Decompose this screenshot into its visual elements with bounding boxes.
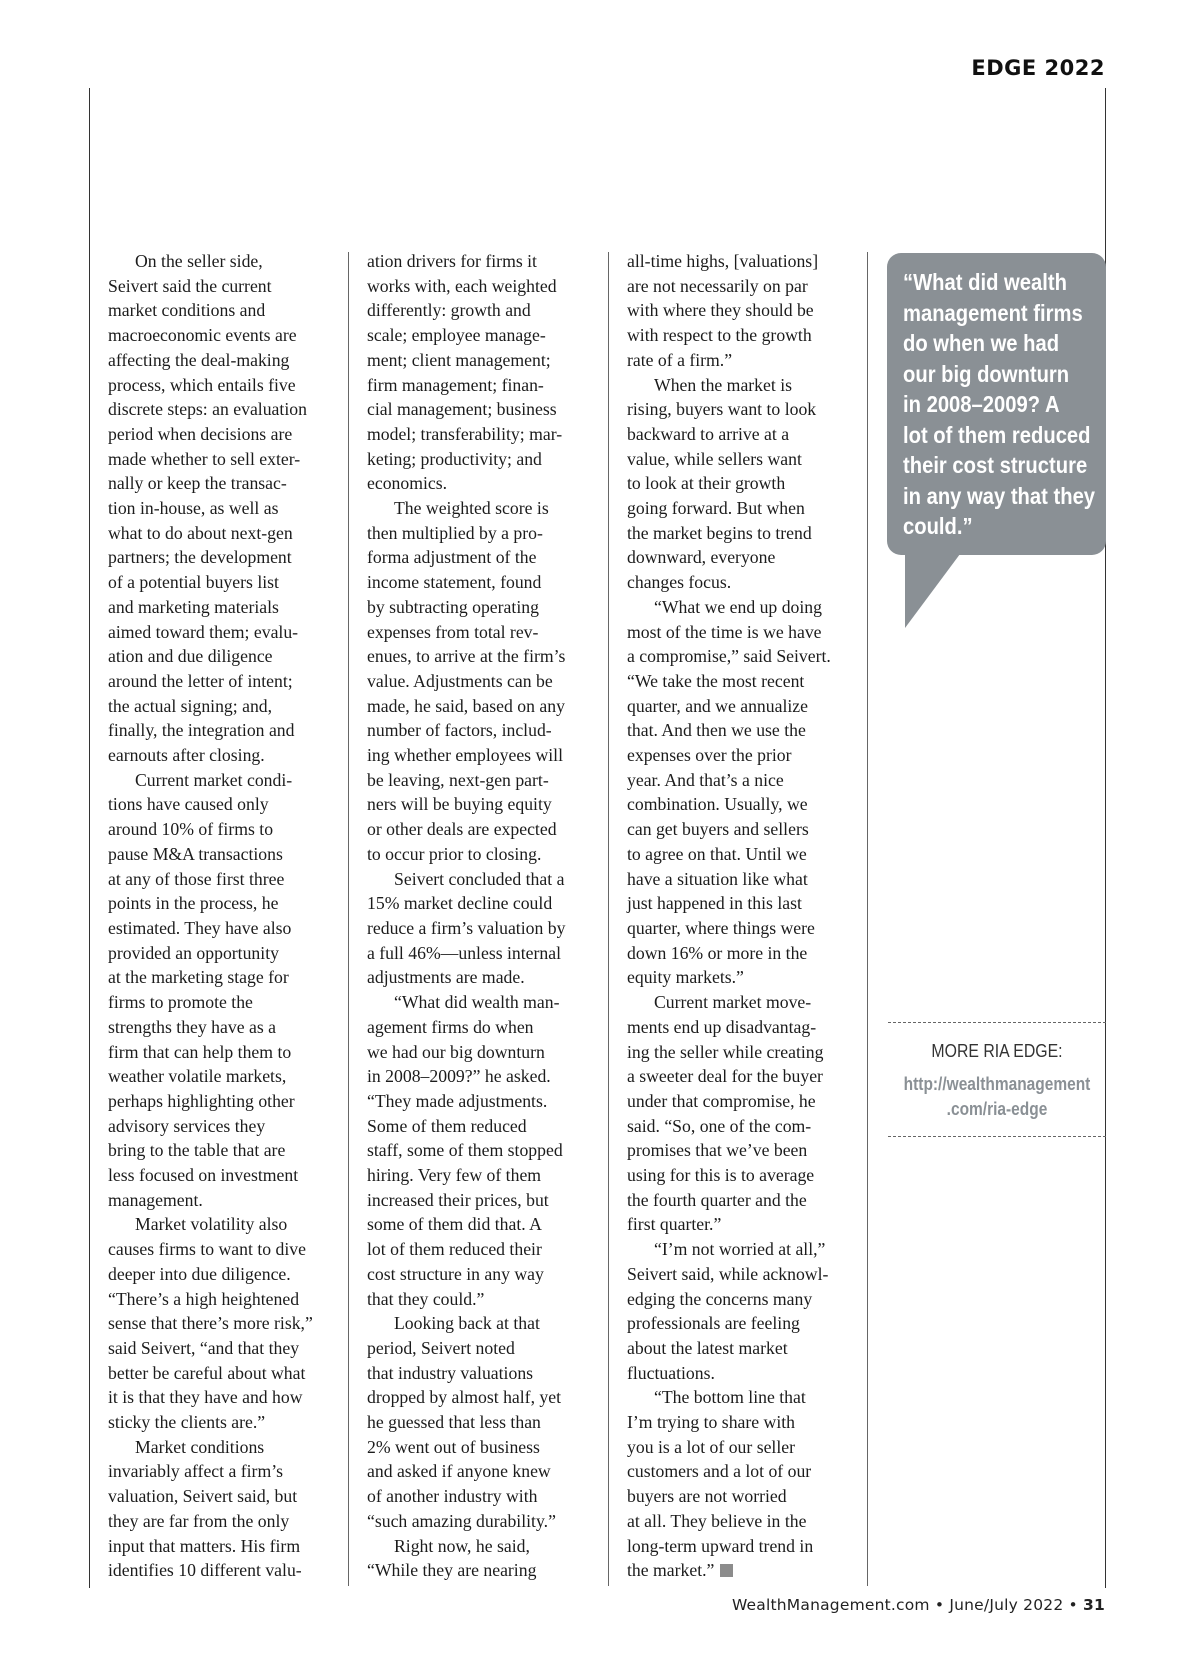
text-line: “They made adjustments. [367,1090,548,1111]
text-line: discrete steps: an evaluation [108,399,307,420]
text-line: that industry valuations [367,1362,534,1383]
left-margin-rule [89,88,90,1588]
text-line: tion in-house, as well as [108,498,279,519]
text-line: Seivert concluded that a [394,868,565,889]
text-line: On the seller side, [135,251,263,271]
text-line: and marketing materials [108,596,279,617]
pull-quote-line: could.” [903,513,973,539]
text-line: most of the time is we have [627,621,822,642]
section-label: EDGE 2022 [971,56,1105,80]
text-line: 15% market decline could [367,893,553,914]
footer-site: WealthManagement.com [731,1596,930,1614]
text-line: causes firms to want to dive [108,1239,306,1260]
text-line: a sweeter deal for the buyer [627,1066,823,1087]
dashed-divider [888,1022,1106,1023]
text-line: Seivert said the current [108,275,272,296]
text-line: better be careful about what [108,1362,306,1383]
ria-edge-link-line: .com/ria-edge [946,1099,1048,1119]
text-line: scale; employee manage- [367,325,546,346]
paragraph [367,1534,581,1583]
footer-issue: June/July 2022 [949,1596,1064,1614]
paragraph [627,1385,841,1583]
dashed-divider [888,1136,1106,1137]
text-line: said Seivert, “and that they [108,1337,300,1358]
text-line: with where they should be [627,300,814,321]
text-line: When the market is [654,374,793,395]
text-line: lot of them reduced their [367,1239,542,1260]
text-line: deeper into due diligence. [108,1263,291,1284]
text-line: identifies 10 different valu- [108,1560,302,1581]
text-line: Some of them reduced [367,1115,527,1136]
text-line: quarter, and we annualize [627,695,808,716]
pull-quote-line: in any way that they [903,482,1096,509]
text-line: at the marketing stage for [108,967,289,988]
text-line: ation drivers for firms it [367,251,537,271]
text-line: finally, the integration and [108,720,295,741]
text-line: “There’s a high heightened [108,1288,300,1309]
text-line: firms to promote the [108,992,253,1013]
column-divider [608,252,609,1586]
ria-edge-link[interactable] [903,1072,1090,1122]
text-line: combination. Usually, we [627,794,808,815]
text-line: value, while sellers want [627,448,802,469]
text-line: rising, buyers want to look [627,399,817,420]
text-line: cial management; business [367,399,557,420]
text-line: using for this is to average [627,1165,815,1186]
text-line: period, Seivert noted [367,1337,515,1358]
text-line: and asked if anyone knew [367,1461,551,1482]
text-line: some of them did that. A [367,1214,542,1235]
ria-edge-link-line: http://wealthmanagement [903,1074,1091,1094]
text-line: the actual signing; and, [108,695,273,716]
text-line: that they could.” [367,1288,485,1309]
text-line: forma adjustment of the [367,547,537,568]
footer-separator: • [1068,1596,1078,1614]
text-line: buyers are not worried [627,1486,787,1507]
text-line: management. [108,1189,203,1210]
text-line: process, which entails five [108,374,296,395]
text-line: be leaving, next-gen part- [367,769,549,790]
text-line: differently: growth and [367,300,531,321]
pull-quote [887,253,1106,555]
text-line: under that compromise, he [627,1090,816,1111]
paragraph [108,249,322,768]
pull-quote-line: our big downturn [903,360,1070,387]
text-line: a full 46%—unless internal [367,942,562,963]
text-line: professionals are feeling [627,1313,800,1334]
text-line: firm management; finan- [367,374,544,395]
text-line: at any of those first three [108,868,285,889]
text-line: at all. They believe in the [627,1510,807,1531]
text-line: “I’m not worried at all,” [654,1239,826,1260]
paragraph [627,249,841,373]
pull-quote-line: their cost structure [903,452,1088,478]
text-line: “such amazing durability.” [367,1510,556,1531]
page-number: 31 [1083,1596,1105,1614]
text-line: value. Adjustments can be [367,670,553,691]
text-line: with respect to the growth [627,325,812,346]
text-line: by subtracting operating [367,596,539,617]
text-line: just happened in this last [627,893,802,914]
text-line: the fourth quarter and the [627,1189,807,1210]
text-line: ing whether employees will [367,745,563,766]
text-line: weather volatile markets, [108,1066,287,1087]
text-line: customers and a lot of our [627,1461,812,1482]
text-line: sense that there’s more risk,” [108,1313,313,1334]
text-line: around 10% of firms to [108,819,274,840]
article-column-1 [108,249,322,1583]
text-line: the market.” [627,1560,715,1581]
pull-quote-line: in 2008–2009? A [903,391,1060,417]
text-line: provided an opportunity [108,942,279,963]
text-line: a compromise,” said Seivert. [627,646,831,667]
page-footer [732,1596,1105,1614]
text-line: enues, to arrive at the firm’s [367,646,566,667]
text-line: in 2008–2009?” he asked. [367,1066,551,1087]
text-line: all-time highs, [valuations] [627,251,819,271]
text-line: bring to the table that are [108,1140,286,1161]
text-line: nally or keep the transac- [108,473,287,494]
text-line: advisory services they [108,1115,266,1136]
text-line: to occur prior to closing. [367,843,542,864]
text-line: market conditions and [108,300,266,321]
paragraph [627,1237,841,1385]
text-line: edging the concerns many [627,1288,813,1309]
text-line: increased their prices, but [367,1189,549,1210]
pull-quote-line: lot of them reduced [903,421,1091,448]
text-line: ment; client management; [367,349,551,370]
text-line: you is a lot of our seller [627,1436,795,1457]
paragraph [627,595,841,990]
text-line: ners will be buying equity [367,794,552,815]
text-line: model; transferability; mar- [367,423,563,444]
text-line: made whether to sell exter- [108,448,301,469]
text-line: affecting the deal-making [108,349,290,370]
text-line: of another industry with [367,1486,538,1507]
pull-quote-line: “What did wealth [903,269,1067,295]
pull-quote-line: management firms [903,299,1083,326]
text-line: valuation, Seivert said, but [108,1486,298,1507]
text-line: “We take the most recent [627,670,805,691]
text-line: Current market move- [654,992,812,1013]
text-line: expenses over the prior [627,745,792,766]
text-line: strengths they have as a [108,1016,276,1037]
text-line: down 16% or more in the [627,942,808,963]
text-line: backward to arrive at a [627,423,790,444]
text-line: ation and due diligence [108,646,273,667]
text-line: around the letter of intent; [108,670,293,691]
text-line: are not necessarily on par [627,275,808,296]
pull-quote-text [903,267,1099,542]
paragraph [367,249,581,496]
paragraph [367,1311,581,1533]
text-line: keting; productivity; and [367,448,542,469]
text-line: about the latest market [627,1337,788,1358]
text-line: earnouts after closing. [108,745,265,766]
text-line: to look at their growth [627,473,786,494]
pull-quote-line: do when we had [903,330,1060,356]
paragraph [108,768,322,1213]
text-line: macroeconomic events are [108,325,297,346]
text-line: then multiplied by a pro- [367,522,543,543]
text-line: Market volatility also [135,1214,288,1235]
text-line: we had our big downturn [367,1041,545,1062]
text-line: firm that can help them to [108,1041,292,1062]
text-line: what to do about next-gen [108,522,293,543]
text-line: downward, everyone [627,547,776,568]
text-line: changes focus. [627,572,732,593]
paragraph [367,867,581,991]
text-line: can get buyers and sellers [627,819,809,840]
paragraph [627,990,841,1237]
article-column-3 [627,249,841,1583]
footer-separator: • [934,1596,945,1614]
text-line: adjustments are made. [367,967,525,988]
column-divider [348,252,349,1586]
text-line: estimated. They have also [108,917,292,938]
text-line: ments end up disadvantag- [627,1016,817,1037]
text-line: staff, some of them stopped [367,1140,563,1161]
text-line: tions have caused only [108,794,269,815]
paragraph [108,1435,322,1583]
text-line: made, he said, based on any [367,695,565,716]
text-line: Market conditions [135,1436,265,1457]
text-line: to agree on that. Until we [627,843,807,864]
text-line: they are far from the only [108,1510,290,1531]
text-line: partners; the development [108,547,292,568]
text-line: rate of a firm.” [627,349,733,370]
text-line: he guessed that less than [367,1412,541,1433]
text-line: hiring. Very few of them [367,1165,542,1186]
text-line: agement firms do when [367,1016,534,1037]
text-line: “While they are nearing [367,1560,537,1581]
text-line: works with, each weighted [367,275,557,296]
text-line: that. And then we use the [627,720,806,741]
text-line: number of factors, includ- [367,720,552,741]
pull-quote-tail-icon [905,550,975,630]
paragraph [108,1212,322,1434]
text-line: first quarter.” [627,1214,722,1235]
text-line: Right now, he said, [394,1535,530,1556]
text-line: the market begins to trend [627,522,812,543]
text-line: promises that we’ve been [627,1140,808,1161]
text-line: of a potential buyers list [108,572,279,593]
text-line: perhaps highlighting other [108,1090,295,1111]
text-line: equity markets.” [627,967,744,988]
paragraph [367,496,581,867]
text-line: Looking back at that [394,1313,540,1334]
text-line: economics. [367,473,448,494]
text-line: “What we end up doing [654,596,822,617]
text-line: 2% went out of business [367,1436,540,1457]
paragraph [627,373,841,595]
text-line: said. “So, one of the com- [627,1115,812,1136]
text-line: cost structure in any way [367,1263,544,1284]
column-divider [867,252,868,1586]
text-line: sticky the clients are.” [108,1412,266,1433]
text-line: invariably affect a firm’s [108,1461,283,1482]
article-column-2 [367,249,581,1583]
text-line: “What did wealth man- [394,992,560,1013]
text-line: period when decisions are [108,423,293,444]
text-line: aimed toward them; evalu- [108,621,299,642]
text-line: pause M&A transactions [108,843,283,864]
text-line: long-term upward trend in [627,1535,814,1556]
text-line: Seivert said, while acknowl- [627,1263,829,1284]
text-line: year. And that’s a nice [627,769,784,790]
text-line: it is that they have and how [108,1387,303,1408]
paragraph [367,990,581,1311]
text-line: expenses from total rev- [367,621,539,642]
text-line: I’m trying to share with [627,1412,795,1433]
text-line: points in the process, he [108,893,279,914]
text-line: less focused on investment [108,1165,299,1186]
text-line: quarter, where things were [627,917,815,938]
text-line: input that matters. His firm [108,1535,301,1556]
text-line: going forward. But when [627,498,805,519]
text-line: income statement, found [367,572,542,593]
text-line: dropped by almost half, yet [367,1387,562,1408]
ria-box-title: MORE RIA EDGE: [931,1041,1063,1061]
text-line: fluctuations. [627,1362,715,1383]
text-line: reduce a firm’s valuation by [367,917,566,938]
text-line: Current market condi- [135,769,293,790]
text-line: The weighted score is [394,498,549,519]
more-ria-edge-box [888,1022,1106,1137]
end-of-article-icon [720,1564,733,1577]
text-line: ing the seller while creating [627,1041,824,1062]
text-line: or other deals are expected [367,819,557,840]
text-line: “The bottom line that [654,1387,806,1408]
text-line: have a situation like what [627,868,808,889]
